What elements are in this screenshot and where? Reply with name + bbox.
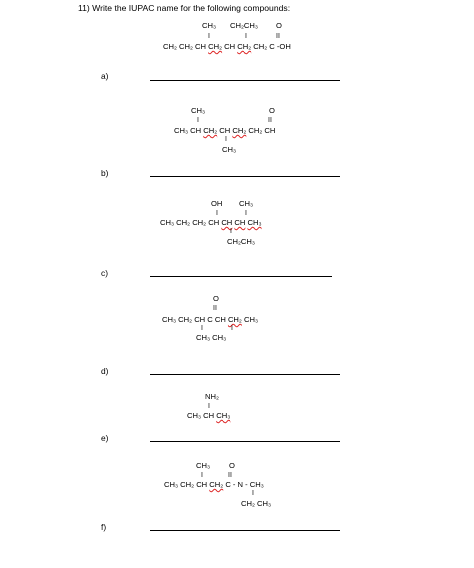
main-chain: CH₃ CH₂ CH C CH CH₂ CH₃ bbox=[162, 315, 259, 324]
substituent-ch3: CH₃ bbox=[196, 461, 211, 470]
double-bond: II bbox=[268, 117, 272, 124]
answer-line-d[interactable] bbox=[150, 374, 340, 375]
label-f: f) bbox=[101, 522, 107, 532]
answer-line-b[interactable] bbox=[150, 176, 340, 177]
substituent-ethyl: CH₂ CH₃ bbox=[241, 499, 272, 508]
single-bond: I bbox=[231, 325, 233, 332]
carbonyl-oxygen: O bbox=[276, 21, 282, 30]
label-b: b) bbox=[101, 168, 109, 178]
substituent-ch3: CH₃ bbox=[239, 199, 254, 208]
amino-group: NH₂ bbox=[205, 392, 219, 401]
single-bond: I bbox=[230, 228, 232, 235]
carbonyl-oxygen: O bbox=[269, 106, 275, 115]
carbonyl-oxygen: O bbox=[229, 461, 235, 470]
single-bond: I bbox=[225, 136, 227, 143]
main-chain: CH₃ CH₂ CH CH₂ C - N - CH₃ bbox=[164, 480, 264, 489]
answer-line-a[interactable] bbox=[150, 80, 340, 81]
substituent-methyls: CH₃ CH₃ bbox=[196, 333, 227, 342]
single-bond: I bbox=[216, 210, 218, 217]
single-bond: I bbox=[197, 117, 199, 124]
single-bond: I bbox=[201, 472, 203, 479]
double-bond: II bbox=[228, 472, 232, 479]
label-c: c) bbox=[101, 268, 108, 278]
single-bond: I bbox=[201, 325, 203, 332]
main-chain: CH₃ CH CH₃ bbox=[187, 411, 231, 420]
single-bond: I bbox=[245, 210, 247, 217]
substituent-ch3: CH₃ bbox=[202, 21, 217, 30]
substituent-ch3: CH₃ bbox=[191, 106, 206, 115]
label-e: e) bbox=[101, 433, 109, 443]
hydroxyl-group: OH bbox=[211, 199, 223, 208]
label-d: d) bbox=[101, 366, 109, 376]
single-bond: I bbox=[252, 490, 254, 497]
substituent-ethyl: CH₂CH₃ bbox=[227, 237, 255, 246]
single-bond: I bbox=[245, 33, 247, 40]
label-a: a) bbox=[101, 71, 109, 81]
single-bond: I bbox=[208, 403, 210, 410]
double-bond: II bbox=[213, 305, 217, 312]
single-bond: I bbox=[208, 33, 210, 40]
main-chain: CH₂ CH₂ CH CH₂ CH CH₂ CH₂ C -OH bbox=[163, 42, 291, 51]
double-bond: II bbox=[276, 33, 280, 40]
main-chain: CH₃ CH₂ CH₂ CH CH CH CH₃ bbox=[160, 218, 262, 227]
substituent-ch3: CH₃ bbox=[222, 145, 237, 154]
main-chain: CH₃ CH CH₂ CH CH₂ CH₂ CH bbox=[174, 126, 276, 135]
answer-line-e[interactable] bbox=[150, 441, 340, 442]
answer-line-f[interactable] bbox=[150, 530, 340, 531]
substituent-ethyl: CH₂CH₃ bbox=[230, 21, 258, 30]
carbonyl-oxygen: O bbox=[213, 294, 219, 303]
answer-line-c[interactable] bbox=[150, 276, 332, 277]
question-title: 11) Write the IUPAC name for the following compounds: bbox=[78, 3, 291, 13]
